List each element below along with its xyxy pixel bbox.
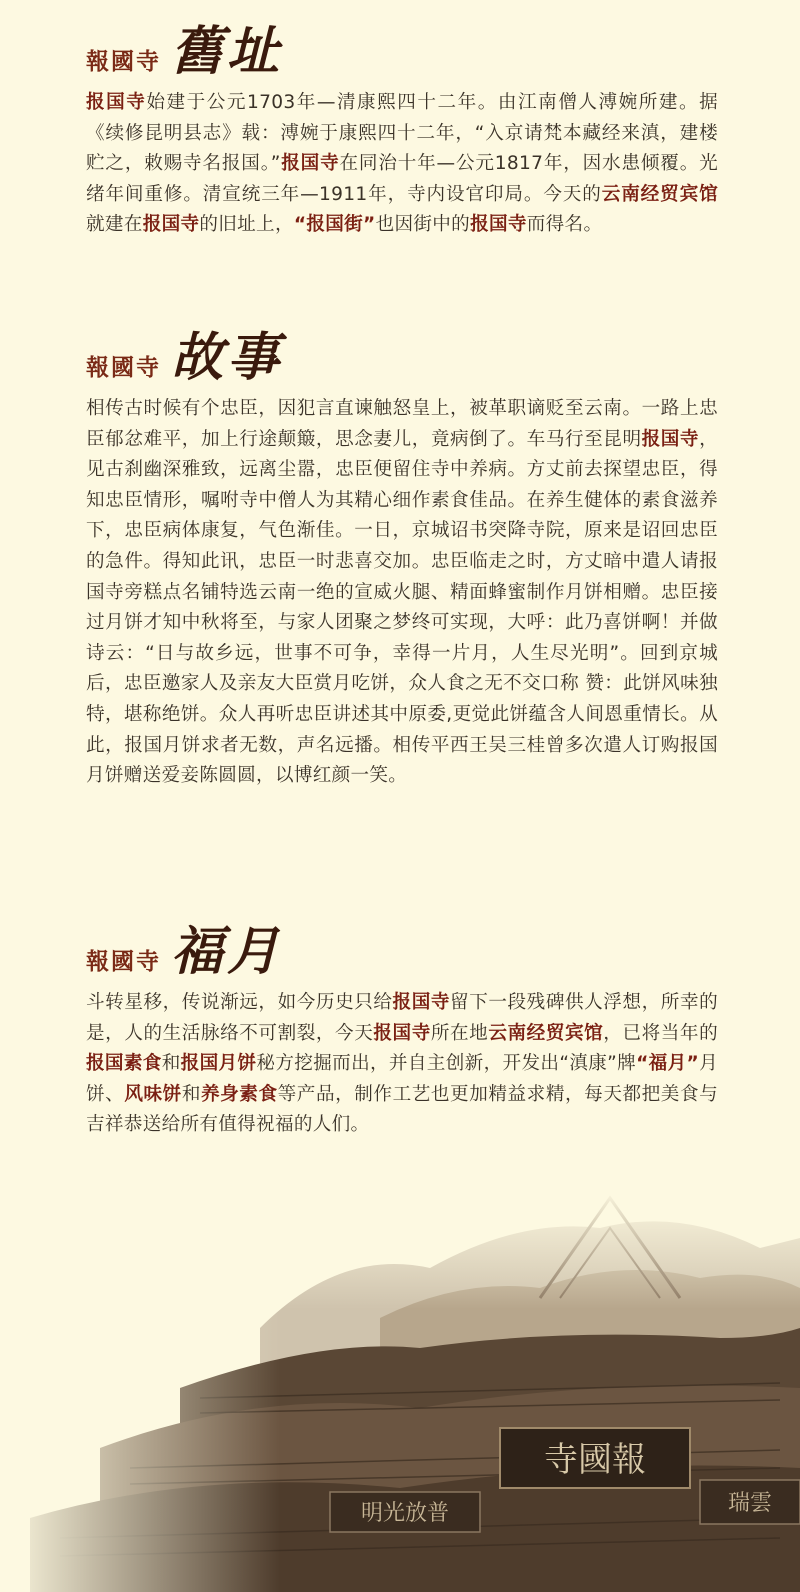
- highlight-text: 报国寺: [470, 214, 527, 236]
- highlight-text: 报国寺: [142, 214, 200, 236]
- highlight-text: 报国寺: [280, 153, 340, 175]
- section-heading: [86, 912, 718, 982]
- body-text: 的旧址上，: [199, 214, 294, 236]
- highlight-text: 报国寺: [641, 428, 700, 450]
- body-text: ，已将当年的: [603, 1022, 718, 1044]
- heading-temple-name: 報國寺: [86, 48, 161, 75]
- body-text: 留下一段残碑供人浮想，所幸的是，人的生活脉络不可割裂，今天: [86, 992, 718, 1044]
- body-text: 斗转星移，传说渐远，如今历史只给: [86, 992, 393, 1013]
- body-text: 而得名。: [526, 214, 603, 236]
- highlight-text: 报国寺: [373, 1022, 431, 1044]
- highlight-text: 养身素食: [200, 1083, 278, 1105]
- section-old-site: [86, 12, 718, 241]
- body-text: 秘方挖掘而出，并自主创新，开发出“滇康”牌: [256, 1053, 637, 1075]
- highlight-text: 报国寺: [86, 92, 147, 113]
- body-text: 和: [181, 1083, 201, 1105]
- section-paragraph: [86, 988, 718, 1141]
- body-text: 所在地: [430, 1022, 489, 1044]
- highlight-text: 风味饼: [124, 1083, 182, 1105]
- body-text: 就建在: [86, 214, 143, 236]
- body-text: 等产品，制作工艺也更加精益求精，每天都把美食与吉祥恭送给所有值得祝福的人们。: [86, 1083, 719, 1136]
- highlight-text: 报国月饼: [180, 1053, 257, 1075]
- body-text: 和: [161, 1053, 181, 1075]
- body-text: ，见古刹幽深雅致，远离尘嚣，忠臣便留住寺中养病。方丈前去探望忠臣，得知忠臣情形，嘱咐寺中僧人为其精心细作素食佳品。在养生健体的素食滋养下，忠臣病体康复，气色渐佳。一日，京城诏书突降寺院，原来是诏回忠臣的急件。得知此讯，忠臣一时悲喜交加。忠臣临走之时，方丈暗中遣人请报国寺旁糕点名铺特选云南一绝的宣威火腿、精面蜂蜜制作月饼相赠。忠臣接过月饼才知中秋将至，与家人团聚之梦终可实现，大呼：此乃喜饼啊！并做诗云：“日与故乡远，世事不可争，幸得一片月，人生尽光明”。回到京城后，忠臣邀家人及亲友大臣赏月吃饼，众人食之无不交口称 赞：此饼风味独特，堪称绝饼。众人再听忠臣讲述其中原委,更觉此饼蕴含人间恩重情长。从此，报国月饼求者无数，声名远播。相传平西王吴三桂曾多次遣人订购报国月饼赠送爱妾陈圆圆，以博红颜一笑。: [86, 428, 718, 787]
- section-story: [86, 318, 718, 792]
- section-blessing-moon: [86, 912, 718, 1141]
- section-paragraph: [86, 88, 718, 241]
- heading-title: 舊址: [171, 21, 284, 82]
- section-heading: [86, 318, 718, 388]
- highlight-text: 报国寺: [392, 992, 451, 1013]
- heading-title: 故事: [171, 327, 284, 388]
- heading-title: 福月: [171, 921, 284, 982]
- body-text: 在同治十年—公元1817年，因水患倾覆。光绪年间重修。清宣统三年—1911年，寺内设官印局。今天的: [86, 153, 718, 205]
- highlight-text: “报国街”: [293, 214, 376, 236]
- body-text: 月饼、: [86, 1053, 718, 1105]
- highlight-text: “福月”: [636, 1053, 700, 1075]
- section-heading: [86, 12, 718, 82]
- temple-roof-photo: [0, 1188, 800, 1592]
- heading-temple-name: 報國寺: [86, 354, 161, 381]
- body-text: 也因街中的: [375, 214, 471, 236]
- highlight-text: 报国素食: [86, 1053, 162, 1075]
- highlight-text: 云南经贸宾馆: [601, 183, 718, 205]
- section-paragraph: [86, 394, 718, 792]
- body-text: 始建于公元1703年—清康熙四十二年。由江南僧人溥婉所建。据《续修昆明县志》载：溥婉于康熙四十二年，“入京请梵本藏经来滇，建楼贮之，敕赐寺名报国。”: [86, 92, 718, 175]
- heading-temple-name: 報國寺: [86, 948, 161, 975]
- body-text: 相传古时候有个忠臣，因犯言直谏触怒皇上，被革职谪贬至云南。一路上忠臣郁忿难平，加上行途颠簸，思念妻儿，竟病倒了。车马行至昆明: [86, 398, 718, 450]
- highlight-text: 云南经贸宾馆: [488, 1022, 604, 1044]
